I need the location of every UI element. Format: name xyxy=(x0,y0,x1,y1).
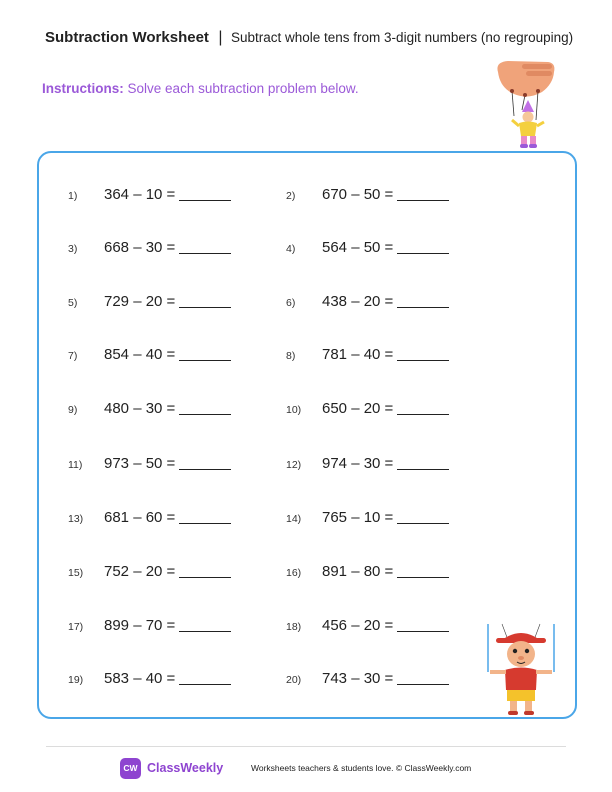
problem-expression: 854 – 40 = xyxy=(104,346,231,363)
problem-expression: 650 – 20 = xyxy=(322,400,449,417)
problem-expression: 765 – 10 = xyxy=(322,509,449,526)
problem-number: 13) xyxy=(68,513,84,525)
answer-blank[interactable] xyxy=(397,618,449,632)
answer-blank[interactable] xyxy=(179,347,231,361)
problem-expression: 891 – 80 = xyxy=(322,563,449,580)
problem-expression: 781 – 40 = xyxy=(322,346,449,363)
problem-expression: 583 – 40 = xyxy=(104,670,231,687)
problem-expression: 729 – 20 = xyxy=(104,293,231,310)
problem-number: 9) xyxy=(68,404,78,416)
instructions-label: Instructions: xyxy=(42,81,124,96)
problem-number: 4) xyxy=(286,243,296,255)
problem-expression: 743 – 30 = xyxy=(322,670,449,687)
instructions-text: Solve each subtraction problem below. xyxy=(127,81,359,96)
answer-blank[interactable] xyxy=(397,564,449,578)
problem-number: 6) xyxy=(286,297,296,309)
problem-expression: 974 – 30 = xyxy=(322,455,449,472)
answer-blank[interactable] xyxy=(397,401,449,415)
problem-number: 19) xyxy=(68,674,84,686)
problem-expression: 899 – 70 = xyxy=(104,617,231,634)
worksheet-subtitle: Subtract whole tens from 3-digit numbers (no regrouping) xyxy=(230,30,574,45)
footer xyxy=(0,758,612,780)
answer-blank[interactable] xyxy=(397,671,449,685)
problem-number: 18) xyxy=(286,621,302,633)
answer-blank[interactable] xyxy=(397,347,449,361)
problem-expression: 364 – 10 = xyxy=(104,186,231,203)
answer-blank[interactable] xyxy=(397,187,449,201)
answer-blank[interactable] xyxy=(397,456,449,470)
answer-blank[interactable] xyxy=(397,294,449,308)
footer-tagline: Worksheets teachers & students love. © ClassWeekly.com xyxy=(251,763,472,773)
problem-expression: 438 – 20 = xyxy=(322,293,449,310)
classweekly-logo-text: ClassWeekly xyxy=(147,761,224,775)
answer-blank[interactable] xyxy=(179,401,231,415)
problem-number: 16) xyxy=(286,567,302,579)
answer-blank[interactable] xyxy=(179,564,231,578)
answer-blank[interactable] xyxy=(179,456,231,470)
problem-number: 3) xyxy=(68,243,78,255)
answer-blank[interactable] xyxy=(179,510,231,524)
problem-number: 17) xyxy=(68,621,84,633)
title-separator: | xyxy=(218,29,223,46)
answer-blank[interactable] xyxy=(179,618,231,632)
worksheet-header xyxy=(45,29,573,47)
classweekly-logo-badge: CW xyxy=(120,758,141,779)
hand-puppeteer-icon xyxy=(490,58,565,153)
answer-blank[interactable] xyxy=(179,671,231,685)
answer-blank[interactable] xyxy=(179,240,231,254)
instructions xyxy=(42,81,359,96)
answer-blank[interactable] xyxy=(179,187,231,201)
problem-number: 20) xyxy=(286,674,302,686)
footer-divider xyxy=(46,746,566,747)
problem-number: 1) xyxy=(68,190,78,202)
problem-number: 11) xyxy=(68,459,83,471)
problem-expression: 973 – 50 = xyxy=(104,455,231,472)
problem-expression: 668 – 30 = xyxy=(104,239,231,256)
problem-expression: 456 – 20 = xyxy=(322,617,449,634)
problem-number: 2) xyxy=(286,190,296,202)
problem-number: 10) xyxy=(286,404,302,416)
problem-expression: 752 – 20 = xyxy=(104,563,231,580)
problem-expression: 480 – 30 = xyxy=(104,400,231,417)
marionette-boy-icon xyxy=(478,620,568,720)
problem-expression: 564 – 50 = xyxy=(322,239,449,256)
problem-number: 12) xyxy=(286,459,302,471)
problem-number: 7) xyxy=(68,350,78,362)
answer-blank[interactable] xyxy=(397,510,449,524)
answer-blank[interactable] xyxy=(397,240,449,254)
problem-expression: 681 – 60 = xyxy=(104,509,231,526)
problem-number: 8) xyxy=(286,350,296,362)
problem-number: 14) xyxy=(286,513,302,525)
problem-expression: 670 – 50 = xyxy=(322,186,449,203)
problem-number: 15) xyxy=(68,567,84,579)
problem-number: 5) xyxy=(68,297,78,309)
answer-blank[interactable] xyxy=(179,294,231,308)
worksheet-title: Subtraction Worksheet xyxy=(45,29,209,46)
